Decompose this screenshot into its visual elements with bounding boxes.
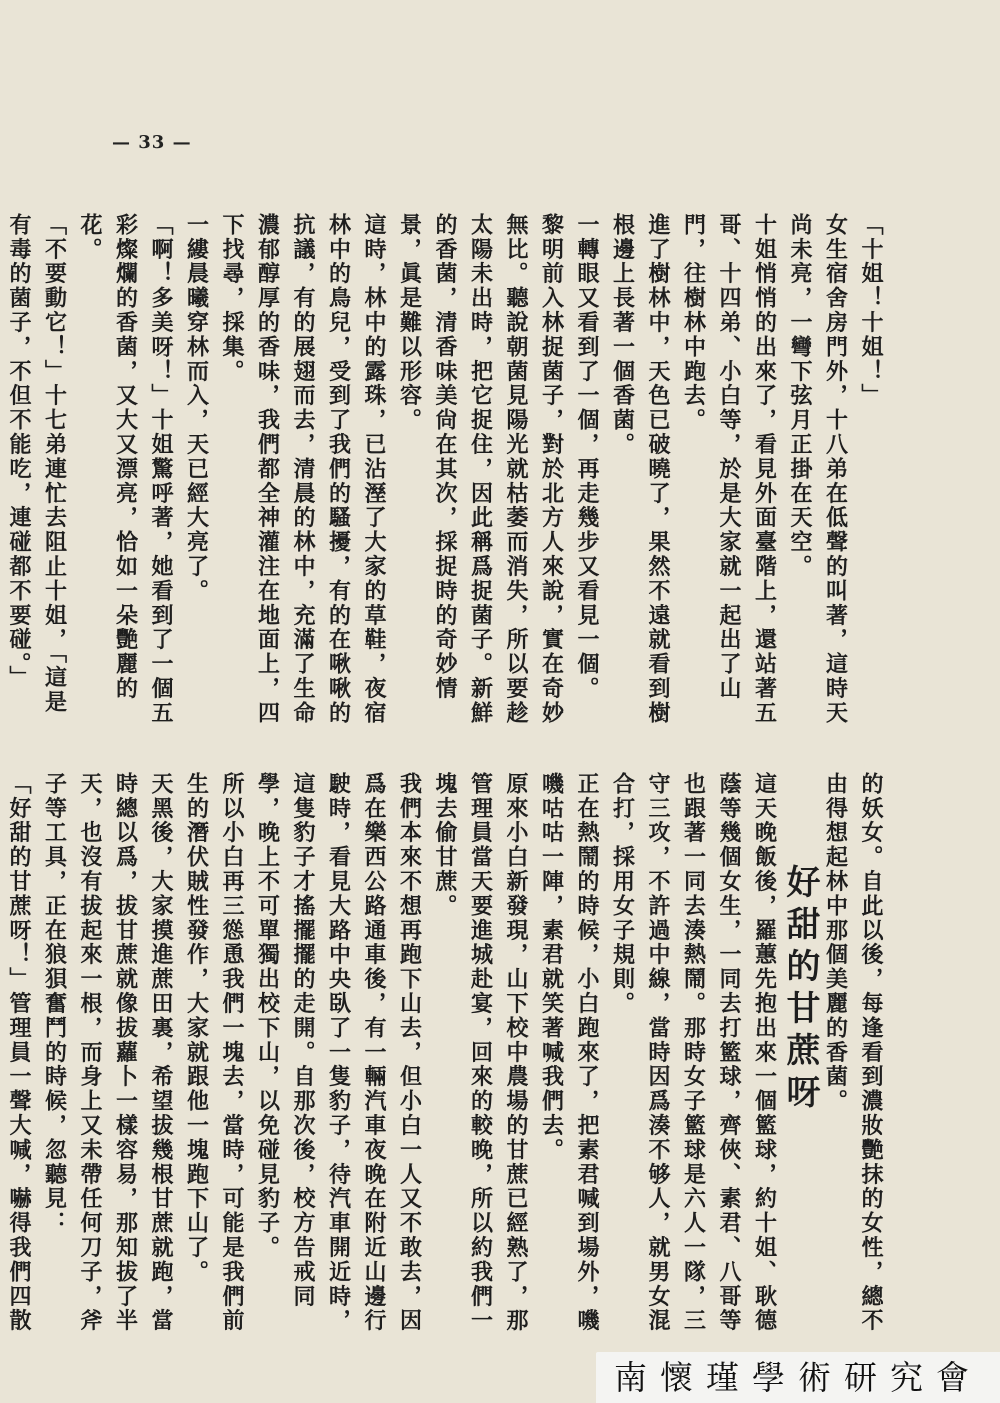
- paragraph: 女生宿舍房門外，十八弟在低聲的叫著，這時天尚未亮，一彎下弦月正掛在天空。: [787, 213, 849, 726]
- paragraph: 的妖女。自此以後，每逢看到濃妝艷抹的女性，總不由得想起林中那個美麗的香菌。: [822, 772, 884, 1334]
- paragraph: 這天晚飯後，羅蕙先抱出來一個籃球，約十姐、耿德蔭等幾個女生，一同去打籃球，齊俠、素君、八哥等也跟著一同去湊熱鬧。那時女子籃球是六人一隊，三守三攻，不許過中線，當時因爲湊不够人，就男女混合打，採用女子規則。: [609, 772, 778, 1334]
- paragraph: 一轉眼又看到了一個，再走幾步又看見一個。: [574, 213, 600, 701]
- watermark-stamp: 南懷瑾學術研究會: [596, 1352, 1000, 1403]
- paragraph: 一縷晨曦穿林而入，天已經大亮了。: [183, 213, 210, 604]
- paragraph: 「好甜的甘蔗呀！」管理員一聲大喊，嚇得我們四散: [6, 772, 32, 1334]
- paragraph: 原來小白新發現，山下校中農場的甘蔗已經熟了，那管理員當天要進城赴宴，回來的較晚，所以約我們一塊去偷甘蔗。: [432, 772, 529, 1334]
- paragraph: 「啊！多美呀！」十姐驚呼著，她看到了一個五彩燦爛的香菌，又大又漂亮，恰如一朵艷麗的花。: [77, 213, 174, 726]
- paragraph: 「十姐！十姐！」: [858, 213, 884, 409]
- paragraph: 天黑後，大家摸進蔗田裏，希望拔幾根甘蔗就跑，當時總以爲，拔甘蔗就像拔蘿卜一樣容易，那知拔了半天，也沒有拔起來一根，而身上又未帶任何刀子，斧子等工具，正在狼狽奮鬥的時候，忽聽見：: [41, 772, 174, 1334]
- paragraph: 黎明前入林捉菌子，對於北方人來說，實在奇妙無比。聽說朝菌見陽光就枯萎而消失，所以要趁太陽未出時，把它捉住，因此稱爲捉菌子。新鮮的香菌，清香味美尙在其次，採捉時的奇妙情景，眞是難以形容。: [396, 213, 565, 726]
- paragraph: 這時，林中的露珠，已沾溼了大家的草鞋，夜宿林中的鳥兒，受到了我們的騷擾，有的在啾啾的抗議，有的展翅而去，清晨的林中，充滿了生命濃郁醇厚的香味，我們都全神灌注在地面上，四下找尋，採集。: [219, 213, 387, 726]
- paragraph: 所以小白再三慫恿我們一塊去，當時，可能是我們前生的潛伏賊性發作，大家就跟他一塊跑下山了。: [183, 772, 245, 1334]
- page-number: — 33 —: [112, 132, 192, 153]
- bottom-text-block: [0, 772, 888, 1347]
- paragraph: 「不要動它！」十七弟連忙去阻止十姐，「這是有毒的菌子，不但不能吃，連碰都不要碰。」: [6, 213, 68, 715]
- paragraph: 進了樹林中，天色已破曉了，果然不遠就看到樹根邊上長著一個香菌。: [609, 213, 671, 726]
- paragraph: [0, 213, 1, 733]
- section-heading: 好甜的甘蔗呀: [780, 864, 820, 1116]
- paragraph: 我們本來不想再跑下山去，但小白一人又不敢去，因爲在樂西公路通車後，有一輛汽車夜晚在附近山邊行駛時，看見大路中央臥了一隻豹子，待汽車開近時，這隻豹子才搖擺擺的走開。自那次後，校方告戒同學，晚上不可單獨出校下山，以免碰見豹子。: [254, 772, 423, 1334]
- paragraph: 十姐悄悄的出來了，看見外面臺階上，還站著五哥、十四弟、小白等，於是大家就一起出了山門，往樹林中跑去。: [680, 213, 778, 726]
- top-text-block: [0, 213, 888, 733]
- paragraph: 正在熱鬧的時候，小白跑來了，把素君喊到場外，嘰嘰咕咕一陣，素君就笑著喊我們去。: [538, 772, 600, 1334]
